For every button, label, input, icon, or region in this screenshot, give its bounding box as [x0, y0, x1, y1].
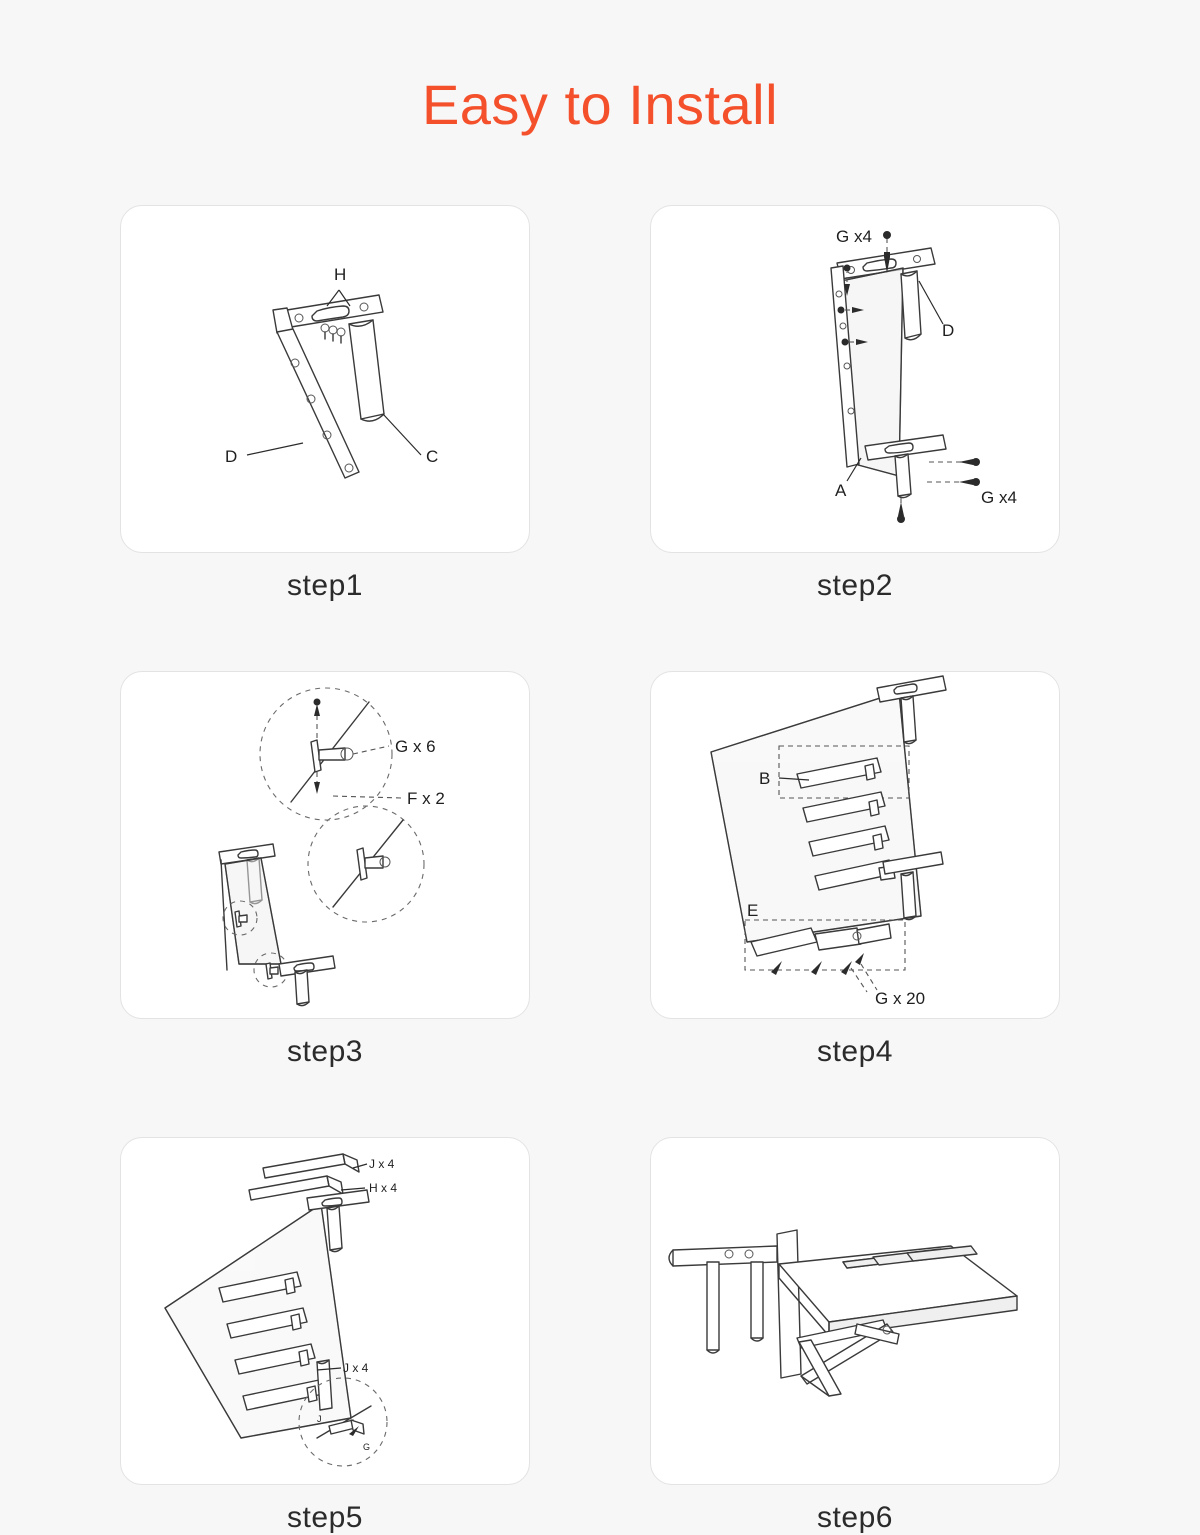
step-label-2: step2: [817, 569, 893, 602]
callout-b: B: [759, 769, 771, 788]
step-label-1: step1: [287, 569, 363, 602]
step-cell-1: [120, 205, 530, 603]
step1-illustration: [120, 205, 530, 553]
step5-illustration: [120, 1137, 530, 1485]
callout-h: H: [334, 265, 347, 284]
step-cell-5: [120, 1137, 530, 1535]
step-cell-4: [650, 671, 1060, 1069]
page-title: Easy to Install: [421, 73, 779, 136]
callout-d: D: [942, 321, 955, 340]
steps-grid: [120, 205, 1080, 1535]
callout-g-top: G x4: [836, 227, 872, 246]
step-cell-2: [650, 205, 1060, 603]
step-label-6: step6: [817, 1501, 893, 1534]
callout-j-detail: J: [317, 1414, 322, 1424]
callout-c: C: [426, 447, 439, 466]
callout-h: H x 4: [369, 1181, 398, 1195]
callout-g-detail: G: [363, 1442, 371, 1452]
step-cell-3: [120, 671, 530, 1069]
step-cell-6: [650, 1137, 1060, 1535]
step-label-4: step4: [817, 1035, 893, 1068]
step6-illustration: [650, 1137, 1060, 1485]
callout-f: F x 2: [407, 789, 445, 808]
callout-a: A: [835, 481, 847, 500]
callout-g: G x 20: [875, 989, 926, 1008]
callout-j-mid: J x 4: [343, 1361, 369, 1375]
callout-d: D: [225, 447, 238, 466]
callout-g-bottom: G x4: [981, 488, 1017, 507]
step-label-3: step3: [287, 1035, 363, 1068]
callout-e: E: [747, 901, 759, 920]
step-label-5: step5: [287, 1501, 363, 1534]
callout-g: G x 6: [395, 737, 436, 756]
step4-illustration: [650, 671, 1060, 1019]
step2-illustration: [650, 205, 1060, 553]
callout-j-top: J x 4: [369, 1157, 395, 1171]
step3-illustration: [120, 671, 530, 1019]
